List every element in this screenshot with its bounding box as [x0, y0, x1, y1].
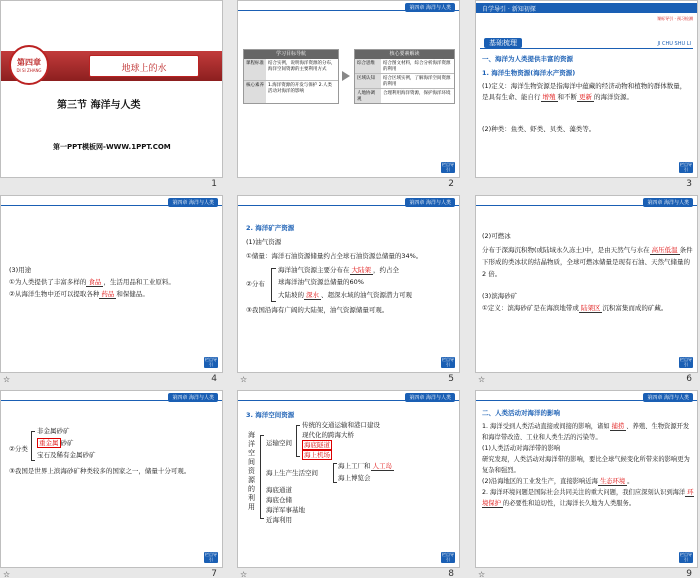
left-table-header: 学习目标导航 — [244, 50, 338, 59]
distribution-bracket — [271, 268, 276, 302]
answer-blank — [541, 93, 558, 102]
section-heading: 二、人类活动对海洋的影响 — [482, 409, 560, 417]
slide-6-caption — [475, 374, 698, 388]
chapter-tag: 第四章 海洋与人类 — [643, 198, 693, 207]
impact-paragraph — [482, 421, 694, 509]
chapter-tag: 第四章 海洋与人类 — [168, 393, 218, 402]
section-title: 第三节 海洋与人类 — [57, 100, 141, 111]
slide-9-caption — [475, 569, 698, 578]
line-text: ①为人类提供了丰富多样的 — [9, 278, 87, 286]
answer-blank — [350, 266, 374, 275]
answer-text: 人工岛 — [372, 462, 392, 470]
slide-3-caption — [475, 179, 698, 193]
slide-number: 6 — [686, 374, 692, 384]
row-label: 课程标准 — [244, 59, 266, 80]
dist-line-1 — [278, 266, 399, 275]
use-line-1 — [9, 278, 175, 287]
answer-text: 食品 — [88, 278, 102, 286]
answer-text: 捕捞 — [611, 423, 625, 430]
slide-7-caption — [0, 569, 223, 578]
line-text: 和保健品。 — [116, 290, 149, 298]
definition-paragraph — [482, 81, 692, 103]
answer-text: 高压低温 — [651, 246, 678, 254]
left-table — [243, 49, 339, 104]
return-button[interactable]: 栏目导引 — [442, 162, 454, 172]
group-label: 海上生产生活空间 — [266, 469, 318, 477]
reserve-text: ①储量：海洋石油资源储量约占全球石油资源总储量的34%。 — [246, 252, 423, 260]
line-text: 、超深水域的油气资源潜力可观 — [321, 291, 412, 299]
line-text: 大陆坡的 — [278, 291, 304, 299]
answer-text: 生态环境 — [599, 478, 626, 485]
slide-2[interactable] — [237, 0, 460, 178]
return-button[interactable]: 栏目导引 — [205, 552, 217, 562]
top-nav-bar — [476, 3, 697, 13]
section-heading: 一、海洋为人类提供丰富的资源 — [482, 55, 573, 63]
slide-9[interactable] — [475, 390, 698, 568]
line-text: 海洋油气资源主要分布在 — [278, 266, 350, 274]
sand-definition — [482, 304, 667, 313]
answer-text: 海上机场 — [304, 451, 330, 459]
slide-number: 3 — [686, 179, 692, 189]
table-row — [355, 59, 454, 74]
sand-heading: (3)滨海砂矿 — [482, 292, 518, 300]
slide-8-caption — [237, 569, 460, 578]
answer-blank — [650, 246, 680, 255]
definition-text: (1)定义：海洋生物资源是指海洋中蕴藏的经济动物和植物的群体数量，是具有生命、能自行 — [482, 82, 687, 101]
group-item — [302, 451, 332, 460]
row-text: 合理利用海洋资源，保护海洋环境 — [383, 91, 451, 96]
group-item — [302, 441, 332, 450]
china-text: ③我国沿海有广阔的大陆架，油气资源储量可观。 — [246, 306, 389, 314]
nav-label-right: 课标导引 · 预习检测 — [657, 16, 693, 21]
use-heading: (3)用途 — [9, 266, 32, 274]
line-text: ①定义：滨海砂矿是在海滨地带或 — [482, 304, 579, 312]
answer-text: 大陆架 — [351, 266, 371, 274]
use-line-2 — [9, 290, 149, 299]
return-button[interactable]: 栏目导引 — [205, 357, 217, 367]
answer-blank — [371, 462, 395, 471]
star-icon: ☆ — [478, 570, 486, 578]
group-item: 海上博览会 — [338, 474, 371, 482]
answer-blank — [579, 304, 603, 313]
nav-label[interactable]: 自学导引 · 新知初探 — [482, 6, 536, 13]
line-text: ②从海洋生物中还可以提取各种 — [9, 290, 100, 298]
row-label: 区域认知 — [355, 74, 381, 88]
para-text: (2)沿海地区的工业发生产，直接影响近海 — [482, 478, 598, 485]
return-button[interactable]: 栏目导引 — [680, 357, 692, 367]
chapter-tag: 第四章 海洋与人类 — [405, 393, 455, 402]
para-text: 的必要性和迫切性，让海洋长久地为人类服务。 — [502, 500, 636, 507]
distribution-label: ②分布 — [246, 280, 265, 288]
category-item — [37, 439, 74, 448]
slide-number: 9 — [686, 569, 692, 578]
return-button[interactable]: 栏目导引 — [442, 357, 454, 367]
row-text: 结合实例，说明海洋资源的分布，海洋空间资源的主要利用方式 — [268, 61, 336, 72]
group-bracket — [333, 463, 337, 483]
chapter-title-box — [89, 55, 199, 77]
return-button[interactable]: 栏目导引 — [442, 552, 454, 562]
oil-heading: (1)油气资源 — [246, 238, 282, 246]
section-heading: 2. 海洋矿产资源 — [246, 224, 295, 232]
category-item: 宝石及稀有金属砂矿 — [37, 451, 96, 459]
para-text: 、养殖、生物资源开发和海岸带改造、工业和人类生活的污染等。 — [482, 423, 690, 441]
vertical-title: 海洋空间资源的利用 — [248, 431, 255, 511]
group-label: 运输空间 — [266, 439, 292, 447]
chapter-badge-text: 第四章 — [17, 58, 41, 67]
return-button[interactable]: 栏目导引 — [680, 162, 692, 172]
chapter-tag: 第四章 海洋与人类 — [405, 198, 455, 207]
star-icon: ☆ — [478, 375, 486, 384]
slide-2-caption — [237, 179, 460, 193]
return-button[interactable]: 栏目导引 — [680, 552, 692, 562]
slide-footer: 第一PPT模板网-WWW.1PPT.COM — [53, 143, 171, 151]
row-text: 结合图文材料，综合分析海洋资源的利用 — [383, 61, 451, 72]
definition-text: 和不断 — [557, 93, 577, 101]
row-text: 结合区域实例，了解海洋空间资源的利用 — [383, 76, 451, 87]
answer-text: 陆架区 — [580, 304, 601, 312]
ice-heading: (2)可燃冰 — [482, 232, 511, 240]
para-text: (1)人类活动对海洋带的影响 — [482, 445, 561, 452]
chapter-tag: 第四章 海洋与人类 — [643, 393, 693, 402]
main-bracket — [260, 435, 264, 519]
answer-text: 重金属 — [39, 439, 59, 447]
slide-4-caption — [0, 374, 223, 388]
group-item: 现代化的跨海大桥 — [302, 431, 354, 439]
slide-7[interactable] — [0, 390, 223, 568]
chapter-badge — [9, 45, 49, 85]
row-text: 1.海洋资源的开发与保护 2.人类活动对海洋的影响 — [268, 83, 333, 94]
slide-1[interactable] — [0, 0, 223, 178]
table-row — [355, 89, 454, 103]
slide-number: 1 — [211, 179, 217, 189]
use-item: 海洋军事基地 — [266, 506, 305, 514]
star-icon: ☆ — [240, 375, 248, 384]
dist-line-2: 球海洋油气资源总储量的60% — [278, 278, 364, 286]
slide-number: 2 — [448, 179, 454, 189]
slide-5[interactable] — [237, 195, 460, 373]
right-table — [354, 49, 455, 104]
group-item: 传统的交通运输和港口建设 — [302, 421, 380, 429]
group-item — [338, 462, 394, 471]
right-table-header: 核心要素解读 — [355, 50, 454, 59]
answer-text: 增殖 — [542, 93, 556, 101]
slide-5-caption — [237, 374, 460, 388]
definition-text: 的海洋资源。 — [594, 93, 633, 101]
category-label: ②分类 — [9, 445, 28, 453]
types-text: (2)种类：鱼类、虾类、贝类、藻类等。 — [482, 125, 596, 133]
answer-blank — [86, 278, 103, 287]
ice-text: 分布于深海沉积物(或陆域永久冻土)中，是由天然气与水在 — [482, 246, 650, 254]
use-item: 海底仓储 — [266, 496, 292, 504]
line-text: 砂矿 — [60, 439, 74, 447]
use-item: 海底通道 — [266, 486, 292, 494]
para-text: 1. 海洋受到人类活动直接或间接的影响，诸如 — [482, 423, 610, 430]
chapter-pinyin: DI SI ZHANG — [16, 68, 42, 73]
star-icon: ☆ — [3, 570, 11, 578]
chapter-tag: 第四章 海洋与人类 — [405, 3, 455, 12]
slide-number: 8 — [448, 569, 454, 578]
line-text: ，生活用品和工业原料。 — [103, 278, 175, 286]
title-block-label: 基础梳理 — [484, 38, 522, 48]
ice-text: 条件下形成的类冰状的结晶物质，全球可燃冰储量是现有石油、天然气储量的 2 倍。 — [482, 246, 693, 278]
title-block — [480, 39, 693, 49]
answer-blank — [610, 423, 627, 431]
answer-text: 药品 — [101, 290, 115, 298]
chapter-title: 地球上的水 — [121, 64, 167, 74]
group-bracket — [296, 425, 300, 457]
title-pinyin: JI CHU SHU LI — [657, 41, 691, 47]
category-item: 非金属砂矿 — [37, 427, 70, 435]
arrow-icon — [342, 71, 350, 81]
china-sand-text: ③我国是世界上滨海砂矿种类较多的国家之一，储量十分可观。 — [9, 467, 191, 475]
line-text: 沉积富集而成的矿藏。 — [602, 304, 668, 312]
slide-1-caption — [0, 179, 223, 193]
ice-paragraph — [482, 244, 694, 280]
row-label: 人地协调观 — [355, 89, 381, 103]
table-row — [244, 59, 338, 81]
answer-blank — [577, 93, 594, 102]
section-heading: 3. 海洋空间资源 — [246, 411, 295, 419]
para-text: 2. 海洋环境问题是国际社会共同关注的重大问题，我们应深刻认识到海洋 — [482, 489, 686, 496]
subheading: 1. 海洋生物资源(海洋水产资源) — [482, 69, 576, 77]
use-item: 近海利用 — [266, 516, 292, 524]
dist-line-3 — [278, 291, 412, 300]
slide-number: 7 — [211, 569, 217, 578]
chapter-tag: 第四章 海洋与人类 — [168, 198, 218, 207]
answer-text: 更新 — [579, 93, 592, 101]
answer-blank — [598, 478, 627, 486]
slide-number: 4 — [211, 374, 217, 384]
star-icon: ☆ — [3, 375, 11, 384]
row-label: 核心素养 — [244, 81, 266, 103]
answer-text: 海底隧道 — [304, 441, 330, 449]
answer-text: 环境保护 — [482, 489, 694, 507]
para-text: 研究发现，人类活动对海洋带的影响，要比全球气候变化所带来的影响更为复杂和强烈。 — [482, 456, 690, 474]
answer-blank — [304, 291, 321, 300]
table-row — [244, 81, 338, 103]
line-text: 海上工厂和 — [338, 462, 371, 470]
slide-number: 5 — [448, 374, 454, 384]
line-text: ，约占全 — [373, 266, 399, 274]
slide-3[interactable] — [475, 0, 698, 178]
category-bracket — [31, 431, 35, 461]
slide-4[interactable] — [0, 195, 223, 373]
table-row — [355, 74, 454, 89]
slide-8[interactable] — [237, 390, 460, 568]
para-text: 。 — [627, 478, 634, 485]
star-icon: ☆ — [240, 570, 248, 578]
answer-blank — [99, 290, 116, 299]
answer-text: 深水 — [306, 291, 319, 299]
row-label: 综合思维 — [355, 59, 381, 73]
slide-6[interactable] — [475, 195, 698, 373]
